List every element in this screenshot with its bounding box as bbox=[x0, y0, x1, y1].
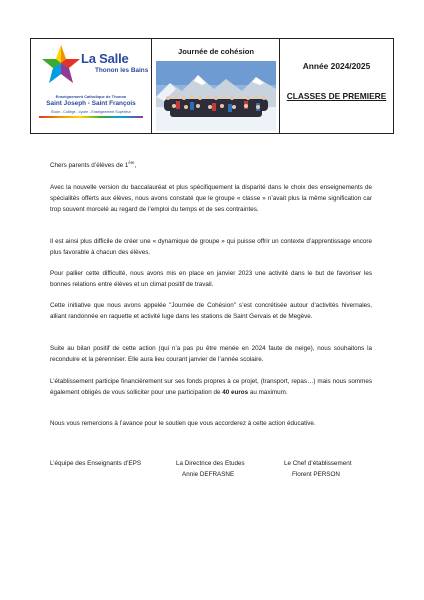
header-middle bbox=[151, 39, 279, 133]
logo-levels: École - Collège - Lycée - Enseignement Supérieur bbox=[51, 110, 131, 114]
paragraph-difficulty: Il est ainsi plus difficile de créer une « dynamique de groupe » qui puisse offrir un contexte d’apprentissage encore plus favorable à chacun des élèves. bbox=[50, 238, 372, 256]
signature-team bbox=[50, 458, 141, 469]
funding-text-end: au maximum. bbox=[248, 389, 288, 396]
paragraph-initiative: Cette initiative que nous avons appelée "Journée de Cohésion" s’est concrétisée autour d’activités hivernales, alliant randonnée en raquette et activité luge dans les stations de Saint Gervais et de Megève. bbox=[50, 302, 372, 320]
paragraph-context: Avec la nouvelle version du baccalauréat et plus spécifiquement la disparité dans le choix des enseignements de spécialités offerts aux élèves, nous avons constaté que le groupe « classe » n’avait plus la même signification car trop souvent morcelé au regard de l’emploi du temps et de ses contraintes. bbox=[50, 184, 372, 213]
signature-director bbox=[176, 458, 245, 480]
paragraph-funding bbox=[50, 376, 372, 398]
funding-text: L’établissement participe financièrement sur ses fonds propres à ce projet, (transport, repas…) mais nous sommes également obligés de vous solliciter pour une participation de bbox=[50, 378, 372, 396]
greeting-punctuation: , bbox=[134, 162, 137, 169]
header-table bbox=[30, 38, 394, 134]
event-title: Journée de cohésion bbox=[178, 47, 254, 56]
signature-head bbox=[284, 458, 352, 480]
group-photo-icon bbox=[156, 61, 276, 131]
greeting-superscript: ère bbox=[128, 160, 135, 165]
logo-name: La Salle bbox=[81, 51, 129, 66]
star-logo-icon bbox=[41, 43, 81, 87]
funding-amount: 40 euros bbox=[222, 389, 249, 396]
director-role: La Directrice des Etudes bbox=[176, 460, 245, 467]
logo-color-bar bbox=[39, 116, 143, 118]
head-name: Florent PERSON bbox=[292, 471, 340, 478]
school-year: Année 2024/2025 bbox=[302, 61, 371, 71]
classes-heading: CLASSES DE PREMIERE bbox=[286, 91, 387, 101]
greeting-text: Chers parents d’élèves de 1 bbox=[50, 162, 129, 169]
header-right bbox=[279, 39, 393, 133]
logo-school-names: Saint Joseph - Saint François bbox=[46, 100, 136, 107]
logo-subtitle: Enseignement Catholique de Thonon bbox=[55, 94, 127, 99]
head-role: Le Chef d’établissement bbox=[284, 460, 352, 467]
logo bbox=[31, 39, 151, 133]
logo-city: Thonon les Bains bbox=[95, 67, 149, 74]
director-name: Annie DEFRASNE bbox=[182, 471, 235, 478]
paragraph-thanks: Nous vous remercions à l’avance pour le soutien que vous accorderez à cette action éducative. bbox=[50, 420, 316, 427]
team-name: L’équipe des Enseignants d’EPS bbox=[50, 460, 142, 467]
paragraph-solution: Pour pallier cette difficulté, nous avons mis en place en janvier 2023 une activité dans le but de favoriser les bonnes relations entre élèves et un climat positif de travail. bbox=[50, 270, 372, 288]
greeting bbox=[50, 160, 372, 171]
paragraph-renewal: Suite au bilan positif de cette action (qui n’a pas pu être menée en 2024 faute de neige), nous souhaitons la reconduire et la pérenniser. Elle aura lieu courant janvier de l’année scolaire. bbox=[50, 345, 372, 363]
